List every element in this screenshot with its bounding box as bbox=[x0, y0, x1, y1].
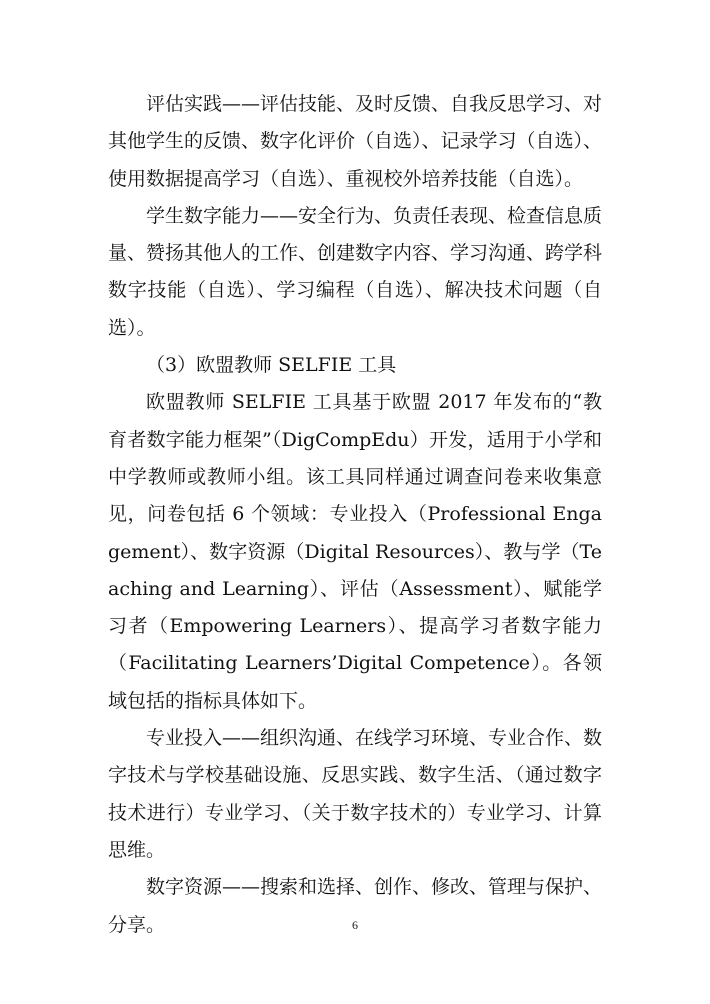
page-number: 6 bbox=[352, 918, 358, 932]
section-heading-selfie-teachers: （3）欧盟教师 SELFIE 工具 bbox=[146, 354, 397, 377]
paragraph-digital-resources: 数字资源——搜索和选择、创作、修改、管理与保护、分享。 bbox=[108, 876, 603, 936]
body-text bbox=[108, 86, 602, 944]
paragraph-professional-engagement: 专业投入——组织沟通、在线学习环境、专业合作、数字技术与学校基础设施、反思实践、数字生活、（通过数字技术进行）专业学习、（关于数字技术的）专业学习、计算思维。 bbox=[108, 727, 603, 861]
paragraph-assessment-practice: 评估实践——评估技能、及时反馈、自我反思学习、对其他学生的反馈、数字化评价（自选）、记录学习（自选）、使用数据提高学习（自选）、重视校外培养技能（自选）。 bbox=[108, 93, 603, 190]
paragraph-student-digital-competence: 学生数字能力——安全行为、负责任表现、检查信息质量、赞扬其他人的工作、创建数字内容、学习沟通、跨学科数字技能（自选）、学习编程（自选）、解决技术问题（自选）。 bbox=[108, 204, 603, 339]
paragraph-selfie-description: 欧盟教师 SELFIE 工具基于欧盟 2017 年发布的“教育者数字能力框架”（DigCompEdu）开发，适用于小学和中学教师或教师小组。该工具同样通过调查问卷来收集意见，问卷包括 6 个领域：专业投入（Professional Engagement）、数字资源（Digital Resources）、教与学（Teaching and Learning）、评估（Assessment）、赋能学习者（Empowering Learners）、提高学习者数字能力（Facilitating Learners’Digital Competence）。各领域包括的指标具体如下。 bbox=[108, 391, 602, 712]
